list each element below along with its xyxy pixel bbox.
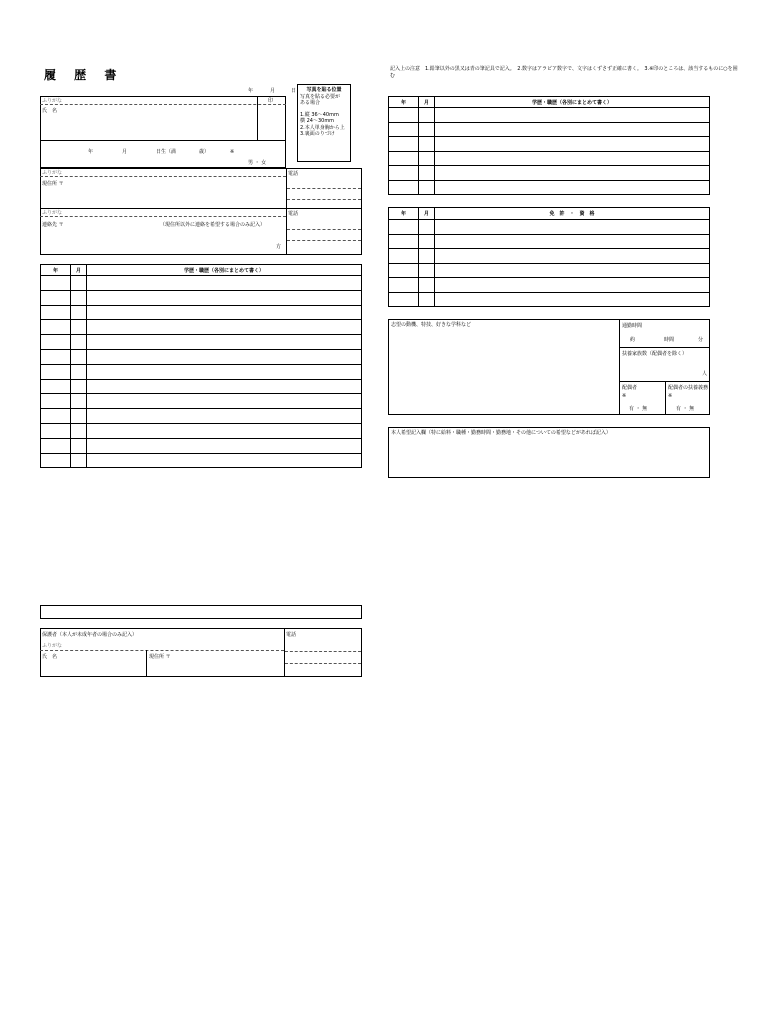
- table-row[interactable]: [389, 137, 710, 152]
- contact-field[interactable]: [42, 230, 272, 252]
- photo-line: 写真を貼る位置: [306, 87, 342, 93]
- contact-furigana-divider: [40, 216, 286, 217]
- date-year-label: 年: [248, 88, 254, 94]
- motivation-field[interactable]: [391, 330, 615, 412]
- history-header: 学歴・職歴（各別にまとめて書く）: [87, 265, 362, 276]
- table-row[interactable]: [389, 108, 710, 123]
- table-row[interactable]: [389, 249, 710, 264]
- license-year-header: 年: [389, 208, 419, 220]
- table-row[interactable]: [41, 379, 362, 394]
- spouse-support-options[interactable]: 有 ・ 無: [676, 406, 695, 412]
- dependents-label: 扶養家族数（配偶者を除く）: [622, 351, 688, 357]
- history-header: 学歴・職歴（各別にまとめて書く）: [435, 97, 710, 108]
- contact-note: （現住所以外に連絡を希望する場合のみ記入）: [160, 222, 266, 228]
- contact-phone-divider: [286, 208, 287, 255]
- history-table-left: [40, 264, 362, 468]
- photo-box: [297, 84, 351, 162]
- name-furigana-label: ふりがな: [42, 98, 63, 104]
- guardian-header: 保護者（本人が未成年者の場合のみ記入）: [42, 632, 138, 638]
- table-row[interactable]: [389, 263, 710, 278]
- table-row[interactable]: [389, 122, 710, 137]
- motivation-label: 志望の動機、特技、好きな学科など: [391, 322, 472, 328]
- seal-divider: [257, 96, 258, 141]
- table-row[interactable]: [41, 290, 362, 305]
- guardian-name-label: 氏 名: [42, 654, 58, 660]
- photo-line: 写真を貼る必要が: [300, 93, 341, 100]
- wishes-field[interactable]: [391, 438, 707, 476]
- birth-day-label: 日生（満: [156, 149, 177, 155]
- wishes-label: 本人希望記入欄（特に給料・職種・勤務時間・勤務地・その他についての希望などがあれば記入）: [391, 430, 611, 436]
- history-month-header: 月: [71, 265, 87, 276]
- phone-line: [285, 663, 361, 664]
- spouse-mark: ※: [622, 393, 627, 399]
- table-row[interactable]: [41, 423, 362, 438]
- date-month-label: 月: [270, 88, 276, 94]
- photo-line: ある場合: [300, 100, 321, 106]
- table-row[interactable]: [389, 180, 710, 195]
- phone-line: [287, 199, 361, 200]
- spouse-support-label: 配偶者の扶養義務: [668, 385, 709, 391]
- table-row[interactable]: [41, 305, 362, 320]
- table-row[interactable]: [389, 292, 710, 307]
- spouse-label: 配偶者: [622, 385, 638, 391]
- seal-label: 印: [268, 98, 274, 104]
- phone-line: [285, 651, 361, 652]
- birth-month-label: 月: [122, 149, 128, 155]
- instructions-note: 記入上の注意 1.鉛筆以外の黒又は青の筆記具で記入。 2.数字はアラビア数字で、文字はくずさず正確に書く。 3.※印のところは、該当するものに○を囲む: [390, 66, 738, 79]
- commute-hours-prefix: 約: [630, 337, 636, 343]
- dependents-unit: 人: [702, 371, 708, 377]
- table-row[interactable]: [389, 166, 710, 181]
- table-row[interactable]: [41, 394, 362, 409]
- contact-suffix: 方: [276, 244, 282, 250]
- address-furigana-label: ふりがな: [42, 170, 63, 176]
- table-row[interactable]: [389, 220, 710, 235]
- table-row[interactable]: [389, 234, 710, 249]
- contact-phone-label: 電話: [288, 211, 299, 217]
- address-phone-label: 電話: [288, 171, 299, 177]
- guardian-address-label: 現住所 〒: [149, 654, 171, 660]
- history-year-header: 年: [389, 97, 419, 108]
- commute-minutes-unit: 分: [698, 337, 704, 343]
- motivation-divider: [619, 319, 620, 415]
- table-row[interactable]: [41, 364, 362, 379]
- photo-line: 1.縦 36～40mm: [300, 111, 339, 118]
- contact-label: 連絡先 〒: [42, 222, 64, 228]
- birth-age-label: 歳）: [199, 149, 210, 155]
- table-row[interactable]: [41, 335, 362, 350]
- address-field[interactable]: [42, 188, 284, 208]
- guardian-furigana-divider: [40, 650, 284, 651]
- license-month-header: 月: [419, 208, 435, 220]
- photo-line: 3.裏面のりづけ: [300, 131, 335, 137]
- table-row[interactable]: [41, 276, 362, 291]
- address-furigana-divider: [40, 176, 286, 177]
- guardian-name-divider: [146, 650, 147, 677]
- table-row[interactable]: [389, 151, 710, 166]
- table-row[interactable]: [389, 278, 710, 293]
- license-table: [388, 207, 710, 307]
- birth-mark: ※: [230, 149, 235, 155]
- history-year-header: 年: [41, 265, 71, 276]
- phone-line: [287, 229, 361, 230]
- history-month-header: 月: [419, 97, 435, 108]
- spouse-options[interactable]: 有 ・ 無: [629, 406, 648, 412]
- phone-line: [287, 188, 361, 189]
- sex-options[interactable]: 男 ・ 女: [248, 160, 267, 166]
- birth-year-label: 年: [88, 149, 94, 155]
- date-day-label: 日: [291, 88, 297, 94]
- commute-divider: [619, 347, 710, 348]
- photo-line: 横 24～30mm: [300, 118, 335, 124]
- table-row[interactable]: [41, 320, 362, 335]
- guardian-furigana-label: ふりがな: [42, 643, 63, 649]
- spouse-divider: [665, 381, 666, 415]
- table-row[interactable]: [41, 349, 362, 364]
- history-table-right: [388, 96, 710, 195]
- commute-hours-unit: 時間: [664, 337, 675, 343]
- guardian-phone-label: 電話: [286, 632, 297, 638]
- table-row[interactable]: [41, 453, 362, 468]
- address-label: 現住所 〒: [42, 181, 64, 187]
- commute-label: 通勤時間: [622, 323, 643, 329]
- guardian-phone-divider: [284, 628, 285, 677]
- blank-line-box[interactable]: [40, 605, 362, 619]
- name-label: 氏 名: [42, 108, 58, 114]
- name-field[interactable]: [60, 105, 255, 140]
- contact-furigana-label: ふりがな: [42, 210, 63, 216]
- spouse-support-mark: ※: [668, 393, 673, 399]
- page-title: 履 歴 書: [44, 68, 124, 82]
- table-row[interactable]: [41, 438, 362, 453]
- phone-line: [287, 240, 361, 241]
- license-header: 免 許 ・ 資 格: [435, 208, 710, 220]
- photo-line: 2.本人単身胸から上: [300, 124, 345, 131]
- table-row[interactable]: [41, 409, 362, 424]
